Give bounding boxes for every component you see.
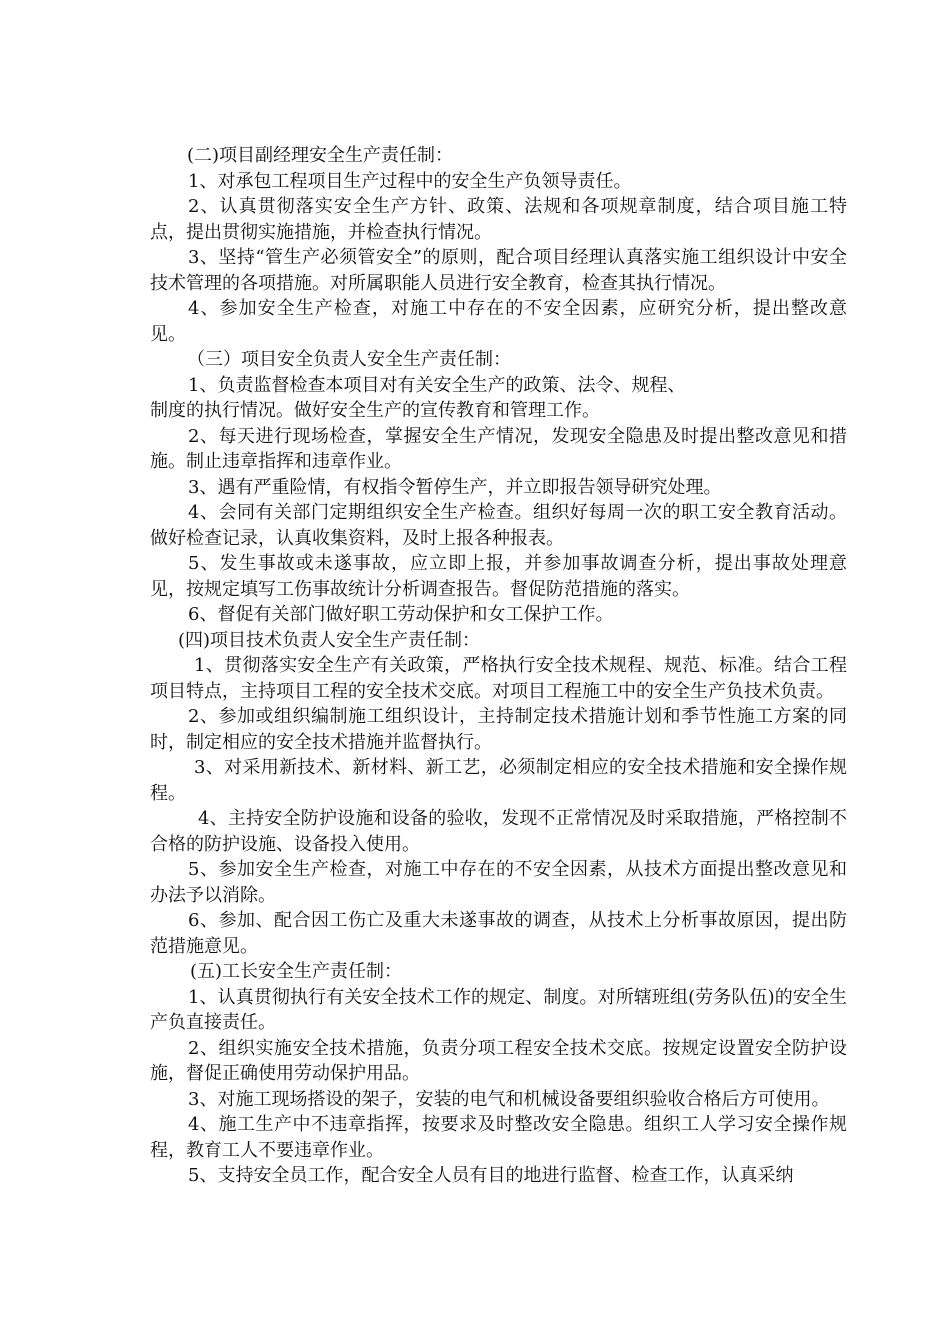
list-item: 5、支持安全员工作，配合安全人员有目的地进行监督、检查工作，认真采纳: [188, 1165, 794, 1186]
document-body: [150, 143, 847, 1189]
list-item: 6、督促有关部门做好职工劳动保护和女工保护工作。: [188, 604, 614, 625]
section-heading: (四)项目技术负责人安全生产责任制：: [178, 629, 481, 651]
list-item: 2、每天进行现场检查，掌握安全生产情况，发现安全隐患及时提出整改意见和措施。制止违章指挥和违章作业。: [150, 425, 847, 472]
list-item: 2、组织实施安全技术措施，负责分项工程安全技术交底。按规定设置安全防护设施，督促正确使用劳动保护用品。: [150, 1037, 847, 1084]
list-item: 1、贯彻落实安全生产有关政策，严格执行安全技术规程、规范、标准。结合工程项目特点，主持项目工程的安全技术交底。对项目工程施工中的安全生产负技术负责。: [150, 655, 847, 702]
list-item: 1、认真贯彻执行有关安全技术工作的规定、制度。对所辖班组(劳务队伍)的安全生产负直接责任。: [150, 986, 847, 1033]
list-item: 2、参加或组织编制施工组织设计，主持制定技术措施计划和季节性施工方案的同时，制定相应的安全技术措施并监督执行。: [150, 706, 847, 753]
section-heading: (五)工长安全生产责任制：: [190, 961, 403, 982]
list-item: 4、会同有关部门定期组织安全生产检查。组织好每周一次的职工安全教育活动。做好检查记录，认真收集资料，及时上报各种报表。: [150, 502, 847, 549]
section-heading: (二)项目副经理安全生产责任制：: [187, 145, 454, 166]
list-item: 5、发生事故或未遂事故，应立即上报，并参加事故调查分析，提出事故处理意见，按规定填写工伤事故统计分析调查报告。督促防范措施的落实。: [150, 553, 847, 600]
section-heading: （三）项目安全负责人安全生产责任制：: [187, 349, 511, 370]
list-item: 2、认真贯彻落实安全生产方针、政策、法规和各项规章制度，结合项目施工特点，提出贯彻实施措施，并检查执行情况。: [150, 196, 847, 243]
list-item: 5、参加安全生产检查，对施工中存在的不安全因素，从技术方面提出整改意见和办法予以消除。: [150, 859, 847, 906]
list-item: 3、对施工现场搭设的架子，安装的电气和机械设备要组织验收合格后方可使用。: [188, 1088, 830, 1110]
list-item: 6、参加、配合因工伤亡及重大未遂事故的调查，从技术上分析事故原因，提出防范措施意见。: [150, 910, 847, 957]
list-item: 4、参加安全生产检查，对施工中存在的不安全因素，应研究分析，提出整改意见。: [150, 298, 847, 345]
list-item: 3、遇有严重险情，有权指令暂停生产，并立即报告领导研究处理。: [188, 476, 722, 498]
list-item: 1、对承包工程项目生产过程中的安全生产负领导责任。: [188, 170, 632, 192]
list-item: 3、对采用新技术、新材料、新工艺，必须制定相应的安全技术措施和安全操作规程。: [150, 757, 847, 804]
list-item: 4、主持安全防护设施和设备的验收，发现不正常情况及时采取措施，严格控制不合格的防护设施、设备投入使用。: [150, 808, 847, 855]
list-item: 3、坚持“管生产必须管安全”的原则，配合项目经理认真落实施工组织设计中安全技术管理的各项措施。对所属职能人员进行安全教育，检查其执行情况。: [150, 247, 847, 294]
list-item: 4、施工生产中不违章指挥，按要求及时整改安全隐患。组织工人学习安全操作规程，教育工人不要违章作业。: [150, 1114, 847, 1161]
list-item: 1、负责监督检查本项目对有关安全生产的政策、法令、规程、: [188, 374, 686, 396]
list-item-continuation: 制度的执行情况。做好安全生产的宣传教育和管理工作。: [150, 400, 600, 421]
